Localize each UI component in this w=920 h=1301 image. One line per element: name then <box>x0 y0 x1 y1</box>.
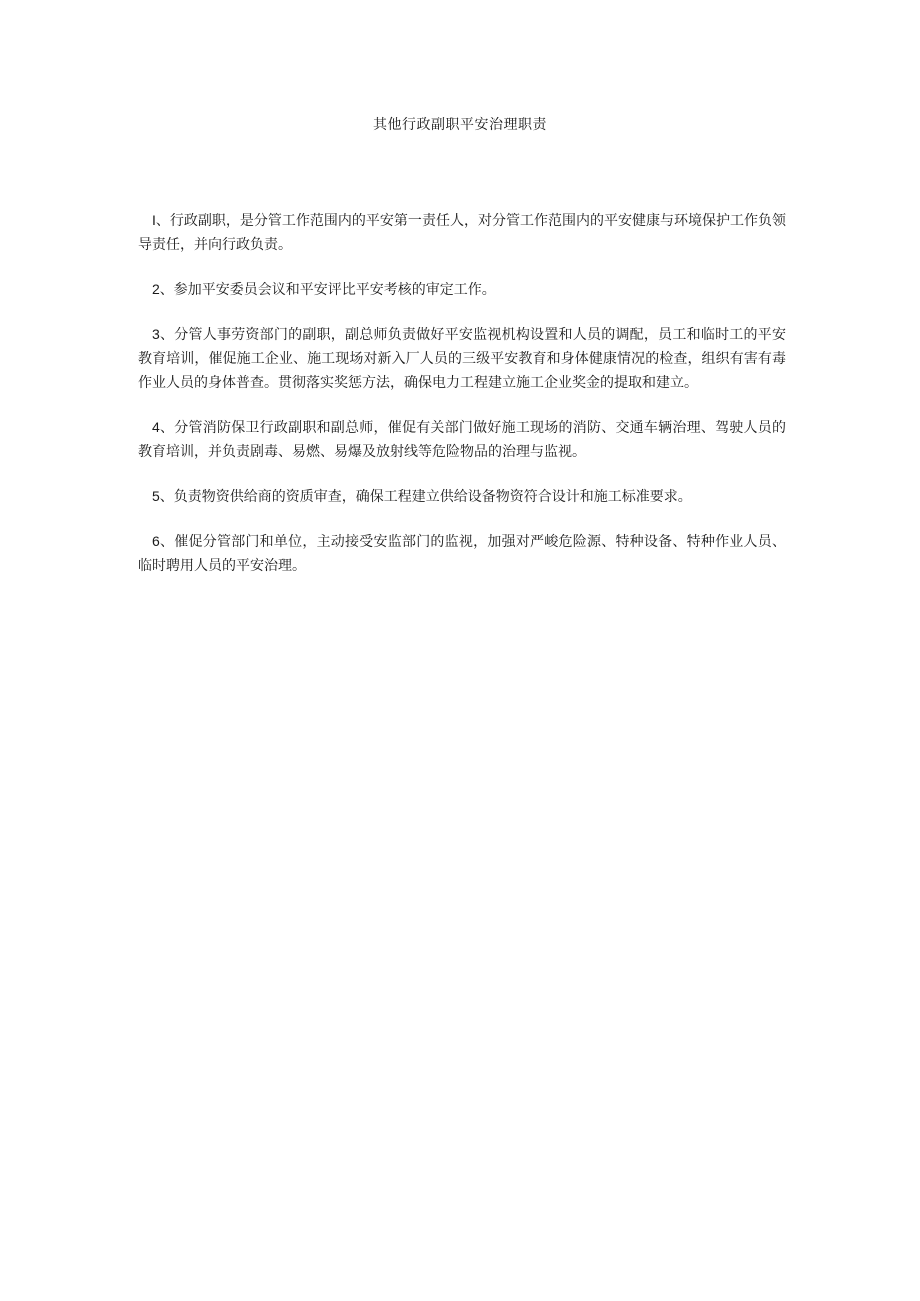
paragraph-text: 、催促分管部门和单位，主动接受安监部门的监视，加强对严峻危险源、特种设备、特种作业人员、临时聘用人员的平安治理。 <box>138 534 786 574</box>
paragraph-5 <box>138 484 786 509</box>
paragraph-number: 2 <box>152 281 160 297</box>
paragraph-3 <box>138 322 786 395</box>
paragraph-text: 、分管消防保卫行政副职和副总师，催促有关部门做好施工现场的消防、交通车辆治理、驾驶人员的教育培训，并负责剧毒、易燃、易爆及放射线等危险物品的治理与监视。 <box>138 420 786 460</box>
document-body <box>138 208 786 598</box>
paragraph-number: 3 <box>152 326 160 342</box>
paragraph-6 <box>138 529 786 578</box>
paragraph-number: I <box>152 212 156 228</box>
paragraph-1 <box>138 208 786 257</box>
paragraph-4 <box>138 415 786 464</box>
paragraph-number: 4 <box>152 419 160 435</box>
document-title: 其他行政副职平安治理职责 <box>373 117 547 133</box>
paragraph-number: 6 <box>152 533 160 549</box>
paragraph-number: 5 <box>152 488 160 504</box>
paragraph-text: 、分管人事劳资部门的副职，副总师负责做好平安监视机构设置和人员的调配，员工和临时工的平安教育培训，催促施工企业、施工现场对新入厂人员的三级平安教育和身体健康情况的检查，组织有害有毒作业人员的身体普查。贯彻落实奖惩方法，确保电力工程建立施工企业奖金的提取和建立。 <box>138 327 786 391</box>
paragraph-text: 、负责物资供给商的资质审查，确保工程建立供给设备物资符合设计和施工标准要求。 <box>159 489 692 505</box>
paragraph-text: 、参加平安委员会议和平安评比平安考核的审定工作。 <box>159 282 496 298</box>
paragraph-text: 、行政副职，是分管工作范围内的平安第一责任人，对分管工作范围内的平安健康与环境保护工作负领导责任，并向行政负责。 <box>138 213 786 253</box>
paragraph-2 <box>138 277 786 302</box>
